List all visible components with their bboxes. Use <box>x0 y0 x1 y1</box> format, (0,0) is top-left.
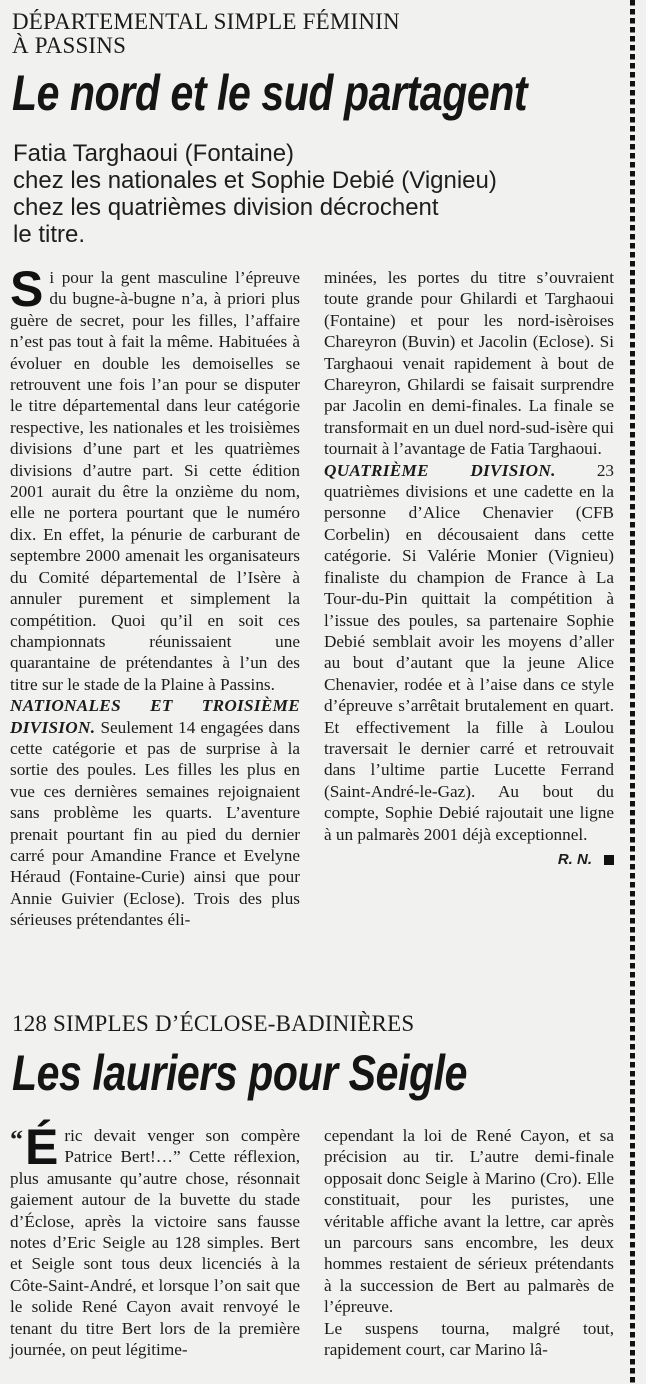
signature-initials: R. N. <box>557 850 592 868</box>
article1-section-nationales <box>10 695 300 930</box>
dek-line: chez les quatrièmes division décrochent <box>13 194 439 221</box>
article1-continued-paragraph: minées, les portes du titre s’ouvraient toute grande pour Ghilardi et Targhaoui (Fontaine) et pour les nord-isèroises Chareyron (Buvin) et Jacolin (Eclose). Si Targhaoui venait rapidement à bout de Chareyron, Ghilardi se faisait surprendre par Jacolin en demi-finales. La finale se transformait en un duel nord-sud-isère qui tournait à l’avantage de Fatia Targhaoui. <box>324 268 614 459</box>
intro-text: ric devait venger son compère Patrice Bert!…” Cette réflexion, plus amusante qu’autre chose, résonnait gaiement autour de la buvette du stade d’Éclose, après la victoire sans fausse notes d’Eric Seigle au 128 simples. Bert et Seigle sont tous deux licenciés à la Côte-Saint-André, et lorsque l’on sait que le solide René Cayon avait renvoyé le tenant du titre Bert lors de la première journée, on peut légitime- <box>10 1126 300 1360</box>
section-subhead: NATIONALES ET TROISIÈME DIVISION. <box>10 696 300 737</box>
drop-cap: S <box>10 261 44 317</box>
section-subhead: QUATRIÈME DIVISION. <box>324 460 556 480</box>
article2-column-1 <box>10 1119 300 1360</box>
article1-section-quatrieme <box>324 460 614 845</box>
dotted-column-rule <box>630 0 635 1384</box>
article2-paragraph: Le suspens tourna, malgré tout, rapidement court, car Marino lâ- <box>324 1318 614 1360</box>
article2-kicker: 128 SIMPLES D’ÉCLOSE-BADINIÈRES <box>12 1011 415 1036</box>
article2-column-2 <box>324 1125 614 1360</box>
section-text: 23 quatrièmes divisions et une cadette en la personne d’Alice Chenavier (CFB Corbelin) en décousaient dans cette catégorie. Si Valérie Monier (Vignieu) finaliste du champion de France à La Tour-du-Pin quittait la compétition à l’issue des poules, sa partenaire Sophie Debié semblait avoir les moyens d’aller au bout d’autant que la jeune Alice Chenavier, rodée et à l’aise dans ce style d’épreuve s’arrêtait brutalement en quart. Et effectivement la fille à Loulou traversait le dernier carré et retrouvait dans l’ultime partie Lucette Ferrand (Saint-André-le-Gaz). Au bout du compte, Sophie Debié rajoutait une ligne à un palmarès 2001 déjà exceptionnel. <box>324 460 614 844</box>
article2-headline: Les lauriers pour Seigle <box>12 1045 467 1101</box>
open-quote-mark: “ <box>10 1125 23 1154</box>
article1-column-2 <box>324 267 614 870</box>
article2-intro-paragraph <box>10 1119 300 1360</box>
article1-kicker-line1: DÉPARTEMENTAL SIMPLE FÉMININ <box>12 9 400 34</box>
article2-paragraph: cependant la loi de René Cayon, et sa précision au tir. L’autre demi-finale opposait donc Seigle à Marino (Cro). Elle constituait, pour les puristes, une véritable affiche avant la lettre, car après un parcours sans encombre, les deux hommes restaient de sérieux prétendants à la succession de Bert au palmarès de l’épreuve. <box>324 1126 614 1317</box>
article1-column-1 <box>10 261 300 931</box>
dek-line: Fatia Targhaoui (Fontaine) <box>13 140 295 167</box>
dek-line: chez les nationales et Sophie Debié (Vignieu) <box>13 167 497 194</box>
author-signature <box>324 849 614 870</box>
article1-headline: Le nord et le sud partagent <box>12 65 528 121</box>
dek-line: le titre. <box>13 221 86 248</box>
article1-dek <box>13 140 613 248</box>
drop-cap: É <box>25 1119 59 1175</box>
intro-text: i pour la gent masculine l’épreuve du bugne-à-bugne n’a, à priori plus guère de secret, pour les filles, l’affaire n’est pas tout à fait la même. Habituées à évoluer en double les demoiselles se retrouvent une fois l’an pour se disputer le titre départemental dans leur catégorie respective, les nationales et les troisièmes divisions d’une part et les quatrièmes divisions d’autre part. Si cette édition 2001 aurait du être la onzième du nom, elle ne portera pourtant que le numéro dix. En effet, la pénurie de carburant de septembre 2000 amenait les organisateurs du Comité départemental de l’Isère à annuler purement et simplement la compétition. Quoi qu’il en soit ces championnats réunissaient une quarantaine de prétendantes à l’un des titre sur le stade de la Plaine à Passins. <box>10 268 300 694</box>
section-text: Seulement 14 engagées dans cette catégorie et pas de surprise à la sortie des poules. Les filles les plus en vue ces dernières semaines rejoignaient sans problème les quarts. L’aventure prenait pourtant fin au pied du dernier carré pour Amandine France et Evelyne Héraud (Fontaine-Curie) ainsi que pour Annie Guivier (Eclose). Trois des plus sérieuses prétendantes éli- <box>10 717 300 930</box>
end-mark-icon <box>604 855 614 865</box>
article1-kicker-line2: À PASSINS <box>12 33 127 58</box>
article1-intro-paragraph <box>10 261 300 695</box>
